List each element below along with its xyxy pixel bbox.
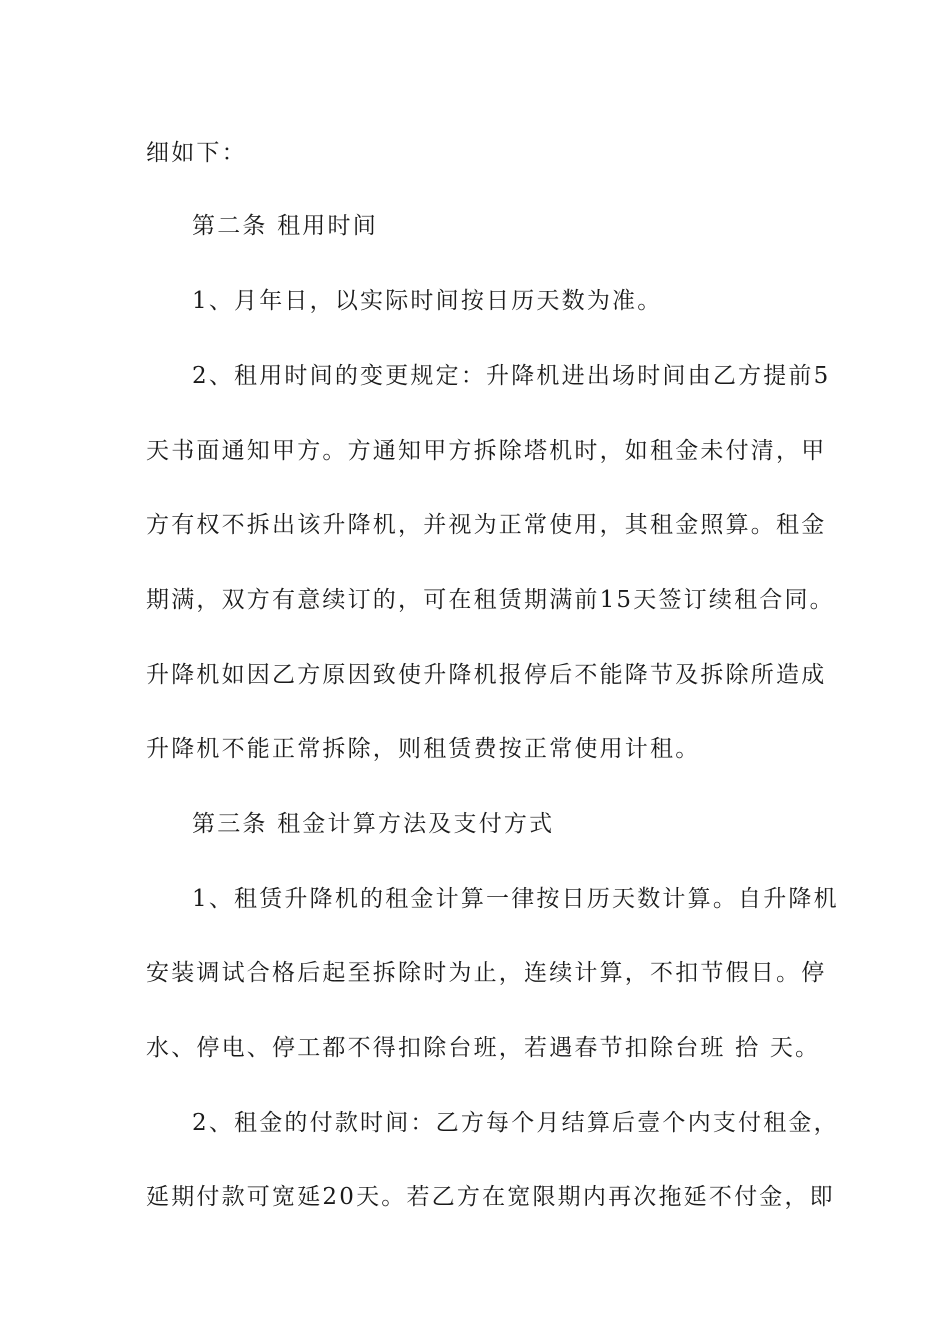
clause-text: 方有权不拆出该升降机，并视为正常使用，其租金照算。租金 [146,512,827,538]
paragraph-continuation: 细如下： [146,140,247,166]
clause-text: 1、月年日，以实际时间按日历天数为准。 [192,288,663,314]
clause-text: 升降机如因乙方原因致使升降机报停后不能降节及拆除所造成 [146,662,827,688]
clause-text: 升降机不能正常拆除，则租赁费按正常使用计租。 [146,736,701,762]
article-heading-2: 第二条 租用时间 [192,213,378,239]
clause-text: 2、租金的付款时间：乙方每个月结算后壹个内支付租金， [192,1110,839,1136]
clause-text: 天书面通知甲方。方通知甲方拆除塔机时，如租金未付清，甲 [146,438,827,464]
clause-text: 期满，双方有意续订的，可在租赁期满前15天签订续租合同。 [146,587,835,613]
clause-text: 安装调试合格后起至拆除时为止，连续计算，不扣节假日。停 [146,960,827,986]
clause-text: 2、租用时间的变更规定：升降机进出场时间由乙方提前5 [192,363,831,389]
clause-text: 水、停电、停工都不得扣除台班，若遇春节扣除台班 拾 天。 [146,1035,821,1061]
clause-text: 延期付款可宽延20天。若乙方在宽限期内再次拖延不付金，即 [146,1184,835,1210]
clause-text: 1、租赁升降机的租金计算一律按日历天数计算。自升降机 [192,886,839,912]
article-heading-3: 第三条 租金计算方法及支付方式 [192,811,555,837]
